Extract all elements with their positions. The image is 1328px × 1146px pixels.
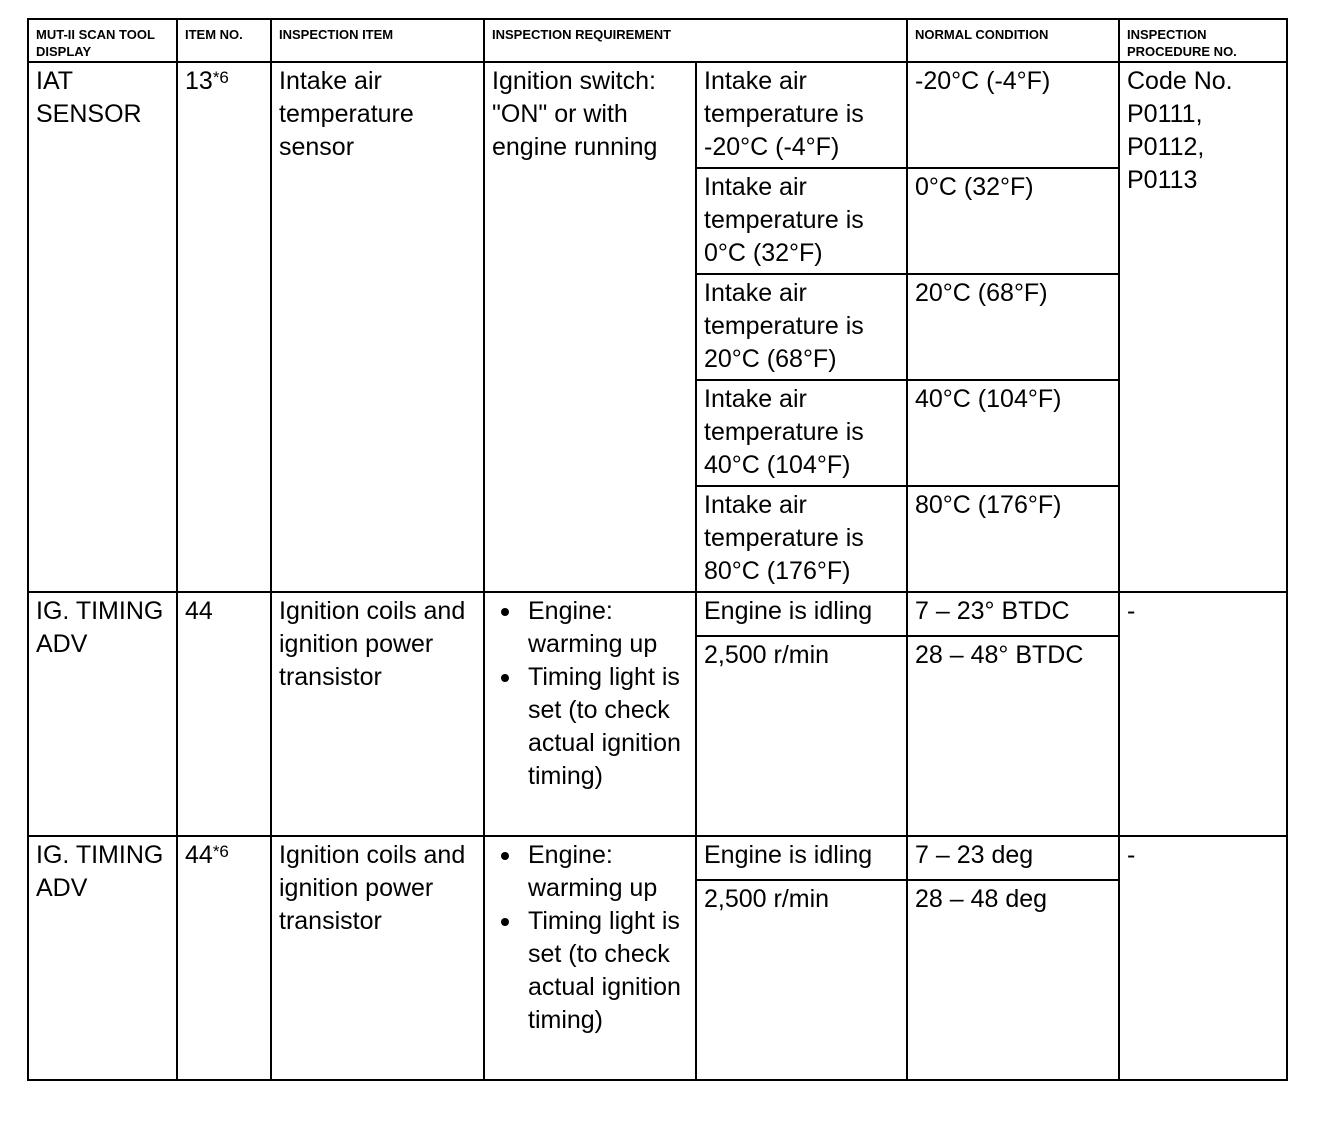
ig1-condition-2: 2,500 r/min — [696, 636, 907, 836]
ig2-normal-1: 7 – 23 deg — [907, 836, 1119, 880]
inspection-table — [27, 18, 1288, 1081]
ig1-display: IG. TIMING ADV — [28, 592, 177, 836]
iat-condition-5: Intake air temperature is 80°C (176°F) — [696, 486, 907, 592]
iat-normal-4: 40°C (104°F) — [907, 380, 1119, 486]
ig2-inspection-item: Ignition coils and ignition power transistor — [271, 836, 484, 1080]
iat-procedure: Code No. P0111, P0112, P0113 — [1119, 62, 1287, 592]
iat-normal-2: 0°C (32°F) — [907, 168, 1119, 274]
ig1-requirement-list — [492, 595, 689, 793]
header-display: MUT-II SCAN TOOL DISPLAY — [28, 19, 177, 62]
iat-condition-1: Intake air temperature is -20°C (-4°F) — [696, 62, 907, 168]
list-item: Engine: warming up — [528, 595, 689, 661]
iat-item-no-value: 13 — [185, 67, 213, 95]
ig1-item-no: 44 — [177, 592, 271, 836]
table-row — [28, 592, 1287, 636]
list-item: Timing light is set (to check actual ignition timing) — [528, 905, 689, 1037]
header-row — [28, 19, 1287, 62]
ig1-inspection-item: Ignition coils and ignition power transistor — [271, 592, 484, 836]
ig1-requirement — [484, 592, 696, 836]
iat-normal-1: -20°C (-4°F) — [907, 62, 1119, 168]
iat-normal-5: 80°C (176°F) — [907, 486, 1119, 592]
ig2-requirement-list — [492, 839, 689, 1037]
ig2-condition-1: Engine is idling — [696, 836, 907, 880]
iat-condition-2: Intake air temperature is 0°C (32°F) — [696, 168, 907, 274]
iat-condition-4: Intake air temperature is 40°C (104°F) — [696, 380, 907, 486]
iat-normal-3: 20°C (68°F) — [907, 274, 1119, 380]
header-normal-condition: NORMAL CONDITION — [907, 19, 1119, 62]
header-inspection-item: INSPECTION ITEM — [271, 19, 484, 62]
iat-condition-3: Intake air temperature is 20°C (68°F) — [696, 274, 907, 380]
table-row — [28, 62, 1287, 168]
ig1-procedure: - — [1119, 592, 1287, 836]
header-inspection-requirement: INSPECTION REQUIREMENT — [484, 19, 907, 62]
ig2-display: IG. TIMING ADV — [28, 836, 177, 1080]
table-row — [28, 836, 1287, 880]
ig2-procedure: - — [1119, 836, 1287, 1080]
iat-requirement: Ignition switch: "ON" or with engine running — [484, 62, 696, 592]
ig1-condition-1: Engine is idling — [696, 592, 907, 636]
iat-display: IAT SENSOR — [28, 62, 177, 592]
ig2-item-no-sup: *6 — [212, 842, 229, 861]
ig2-condition-2: 2,500 r/min — [696, 880, 907, 1080]
iat-item-no-sup: *6 — [212, 68, 229, 87]
iat-inspection-item: Intake air temperature sensor — [271, 62, 484, 592]
ig1-normal-1: 7 – 23° BTDC — [907, 592, 1119, 636]
list-item: Timing light is set (to check actual ignition timing) — [528, 661, 689, 793]
ig2-item-no — [177, 836, 271, 1080]
list-item: Engine: warming up — [528, 839, 689, 905]
iat-item-no — [177, 62, 271, 592]
header-procedure-no: INSPECTION PROCEDURE NO. — [1119, 19, 1287, 62]
ig2-normal-2: 28 – 48 deg — [907, 880, 1119, 1080]
ig2-requirement — [484, 836, 696, 1080]
header-item-no: ITEM NO. — [177, 19, 271, 62]
ig1-normal-2: 28 – 48° BTDC — [907, 636, 1119, 836]
ig2-item-no-value: 44 — [185, 841, 213, 869]
